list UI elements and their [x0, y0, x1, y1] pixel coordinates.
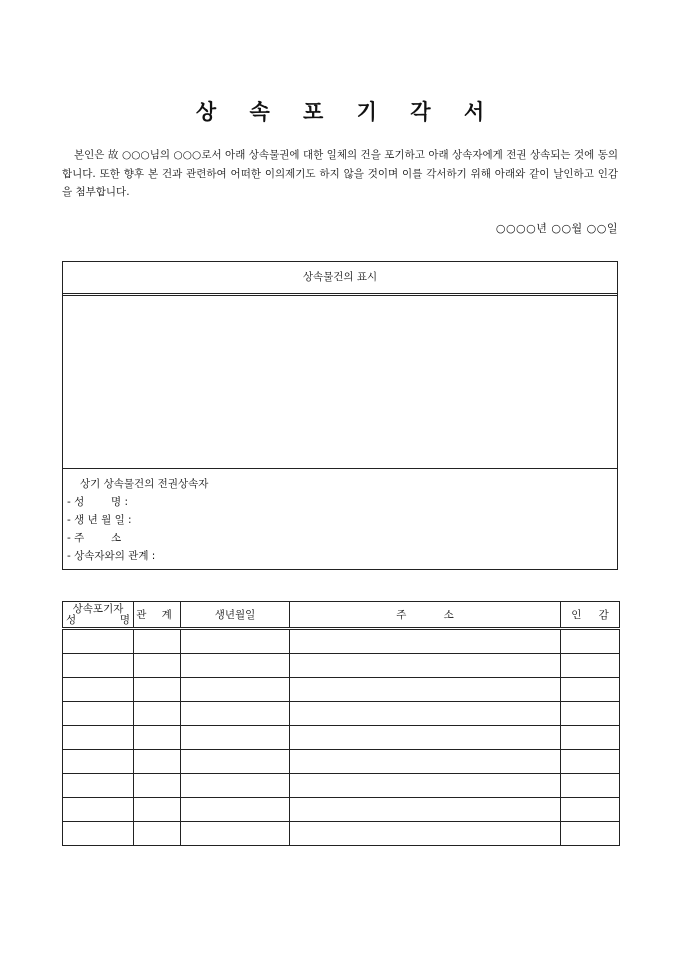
cell-relation[interactable] [134, 702, 181, 726]
cell-birthdate[interactable] [181, 678, 290, 702]
cell-relation[interactable] [134, 654, 181, 678]
table-row [63, 798, 620, 822]
cell-name[interactable] [63, 726, 134, 750]
cell-address[interactable] [290, 702, 561, 726]
cell-seal[interactable] [561, 629, 620, 654]
cell-relation[interactable] [134, 726, 181, 750]
cell-seal[interactable] [561, 750, 620, 774]
cell-birthdate[interactable] [181, 654, 290, 678]
cell-seal[interactable] [561, 774, 620, 798]
cell-address[interactable] [290, 654, 561, 678]
table-row [63, 750, 620, 774]
table-row [63, 822, 620, 846]
cell-seal[interactable] [561, 726, 620, 750]
heirs-heading: 상기 상속물건의 전권상속자 [80, 478, 209, 490]
cell-name[interactable] [63, 750, 134, 774]
cell-address[interactable] [290, 726, 561, 750]
cell-address[interactable] [290, 678, 561, 702]
cell-address[interactable] [290, 774, 561, 798]
document-date: ○○○○년 ○○월 ○○일 [495, 222, 618, 235]
table-header-row [63, 602, 620, 629]
heir-birthdate-field[interactable]: - 생 년 월 일 : [67, 514, 132, 526]
table-row [63, 726, 620, 750]
cell-birthdate[interactable] [181, 726, 290, 750]
cell-name[interactable] [63, 654, 134, 678]
table-row [63, 702, 620, 726]
cell-address[interactable] [290, 750, 561, 774]
property-box [62, 261, 618, 570]
cell-birthdate[interactable] [181, 798, 290, 822]
cell-name[interactable] [63, 822, 134, 846]
cell-seal[interactable] [561, 654, 620, 678]
cell-relation[interactable] [134, 798, 181, 822]
cell-relation[interactable] [134, 750, 181, 774]
cell-address[interactable] [290, 629, 561, 654]
intro-paragraph: 본인은 故 ○○○님의 ○○○로서 아래 상속물권에 대한 일체의 건을 포기하고 아래 상속자에게 전권 상속되는 것에 동의합니다. 또한 향후 본 건과 관련하여 어떠한 이의제기도 하지 않을 것이며 이를 각서하기 위해 아래와 같이 날인하고 인감을 첨부합니다. [62, 149, 618, 198]
cell-name[interactable] [63, 774, 134, 798]
cell-seal[interactable] [561, 702, 620, 726]
table-row [63, 629, 620, 654]
col-header-renouncer-name [63, 602, 134, 629]
cell-birthdate[interactable] [181, 702, 290, 726]
col-header-seal: 인 감 [561, 602, 620, 629]
heir-relation-field[interactable]: - 상속자와의 관계 : [67, 550, 156, 562]
col-header-relation: 관 계 [134, 602, 181, 629]
cell-birthdate[interactable] [181, 629, 290, 654]
cell-birthdate[interactable] [181, 750, 290, 774]
property-description-area[interactable] [63, 296, 617, 469]
cell-address[interactable] [290, 798, 561, 822]
cell-seal[interactable] [561, 678, 620, 702]
cell-name[interactable] [63, 702, 134, 726]
cell-name[interactable] [63, 798, 134, 822]
cell-birthdate[interactable] [181, 774, 290, 798]
document-title: 상 속 포 기 각 서 [195, 100, 498, 124]
cell-relation[interactable] [134, 822, 181, 846]
table-row [63, 678, 620, 702]
cell-relation[interactable] [134, 774, 181, 798]
renouncers-table [62, 601, 620, 846]
property-box-header: 상속물건의 표시 [63, 262, 617, 296]
cell-relation[interactable] [134, 629, 181, 654]
heir-info-section [63, 469, 617, 565]
col-header-birthdate: 생년월일 [181, 602, 290, 629]
table-row [63, 654, 620, 678]
heir-name-field[interactable]: - 성 명 : [67, 496, 128, 508]
cell-address[interactable] [290, 822, 561, 846]
heir-address-field[interactable]: - 주 소 [67, 532, 122, 544]
cell-name[interactable] [63, 629, 134, 654]
cell-seal[interactable] [561, 822, 620, 846]
cell-relation[interactable] [134, 678, 181, 702]
col-header-name-line2: 성 명 [66, 614, 130, 626]
table-row [63, 774, 620, 798]
cell-name[interactable] [63, 678, 134, 702]
cell-seal[interactable] [561, 798, 620, 822]
col-header-name-line1: 상속포기자 [72, 603, 124, 615]
cell-birthdate[interactable] [181, 822, 290, 846]
col-header-address: 주 소 [290, 602, 561, 629]
